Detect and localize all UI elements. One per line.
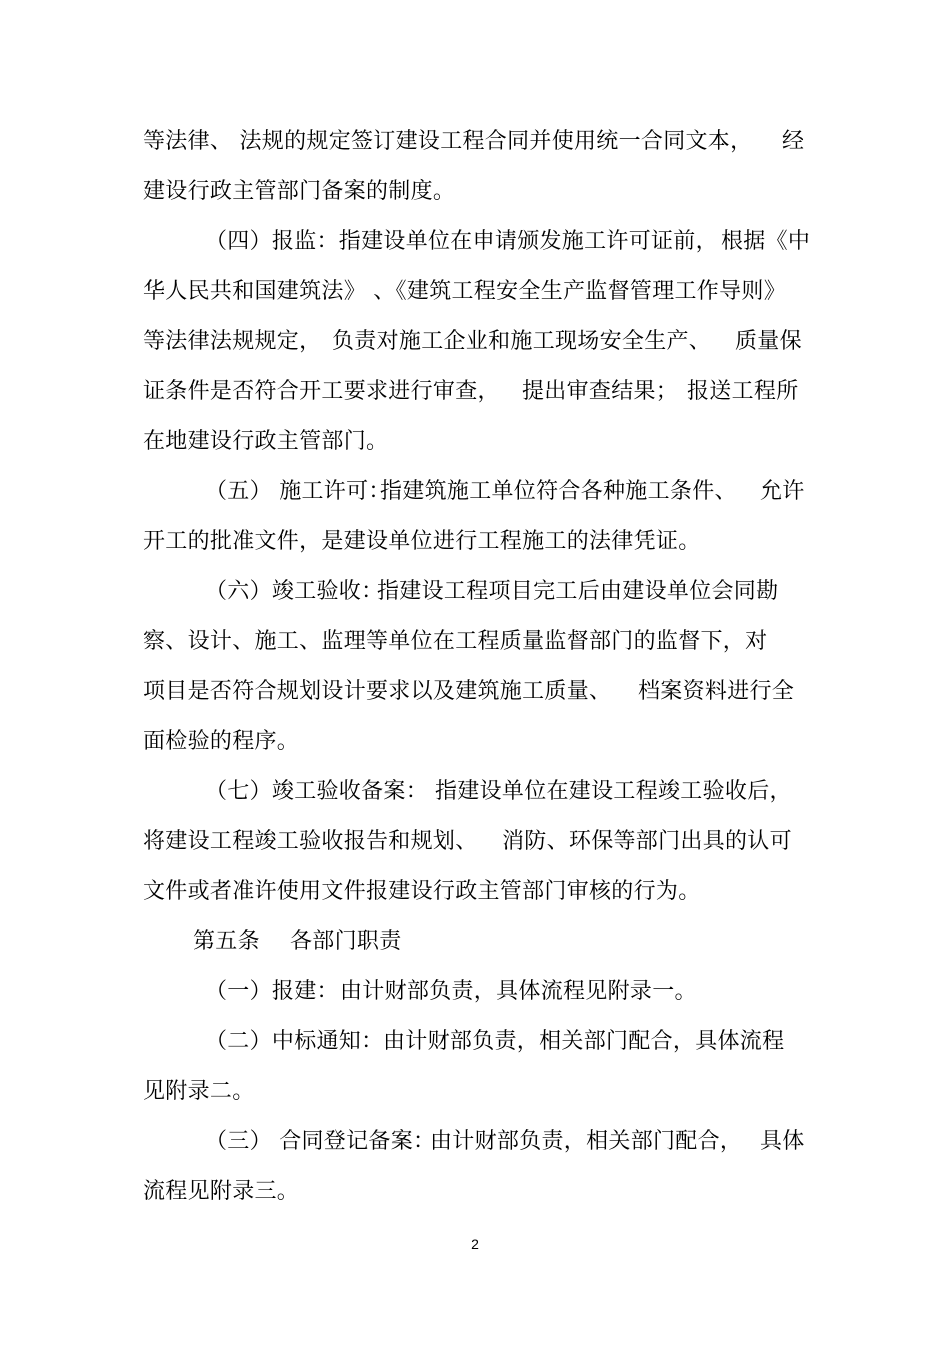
text-line: 根据《中: [721, 229, 811, 254]
text-line: 指建筑施工单位符合各种施工条件、: [380, 479, 737, 504]
text-line: （三） 合同登记备案：: [205, 1129, 436, 1154]
text-line: （五） 施工许可：: [205, 479, 391, 504]
text-line: 由计财部负责，相关部门配合，: [430, 1129, 743, 1154]
text-line: （七）竣工验收备案：: [205, 779, 429, 804]
text-line: 具体: [760, 1129, 805, 1154]
text-line: 面检验的程序。: [143, 729, 300, 754]
text-line: 由计财部负责，相关部门配合，具体流程: [383, 1029, 785, 1054]
text-line: 报送工程所: [687, 379, 799, 404]
text-line: 证条件是否符合开工要求进行审查，: [143, 379, 500, 404]
text-line: 文件或者准许使用文件报建设行政主管部门审核的行为。: [143, 879, 701, 904]
article-heading-number: 第五条: [193, 929, 260, 954]
text-line: 指建设单位在建设工程竣工验收后，: [435, 779, 792, 804]
text-line: 察、设计、施工、监理等单位在工程质量监督部门的监督下，对: [143, 629, 768, 654]
text-line: （四）报监：指建设单位在申请颁发施工许可证前，: [205, 229, 718, 254]
text-line: 华人民共和国建筑法》 、《建筑工程安全生产监督管理工作导则》: [143, 279, 786, 304]
text-line: 等法律法规规定，: [143, 329, 322, 354]
text-line: 提出审查结果；: [522, 379, 679, 404]
text-line: 流程见附录三。: [143, 1179, 300, 1204]
text-line: 在地建设行政主管部门。: [143, 429, 389, 454]
text-line: 质量保: [735, 329, 802, 354]
text-line: 建设行政主管部门备案的制度。: [143, 179, 456, 204]
text-line: 允许: [760, 479, 805, 504]
text-line: 项目是否符合规划设计要求以及建筑施工质量、: [143, 679, 612, 704]
text-line: 消防、环保等部门出具的认可: [502, 829, 792, 854]
text-line: （一）报建：: [205, 979, 339, 1004]
text-line: 档案资料进行全: [638, 679, 795, 704]
text-line: 负责对施工企业和施工现场安全生产、: [332, 329, 712, 354]
text-line: （二）中标通知：: [205, 1029, 384, 1054]
text-line: 开工的批准文件，是建设单位进行工程施工的法律凭证。: [143, 529, 701, 554]
text-line: 将建设工程竣工验收报告和规划、: [143, 829, 478, 854]
text-line: 指建设工程项目完工后由建设单位会同勘: [377, 579, 779, 604]
text-line: （六）竣工验收：: [205, 579, 384, 604]
text-line: 经: [782, 129, 805, 154]
text-line: 由计财部负责，具体流程见附录一。: [340, 979, 697, 1004]
article-heading-title: 各部门职责: [290, 929, 402, 954]
text-line: 见附录二。: [143, 1079, 255, 1104]
text-line: 等法律、 法规的规定签订建设工程合同并使用统一合同文本，: [143, 129, 753, 154]
page-number: 2: [471, 1236, 479, 1252]
